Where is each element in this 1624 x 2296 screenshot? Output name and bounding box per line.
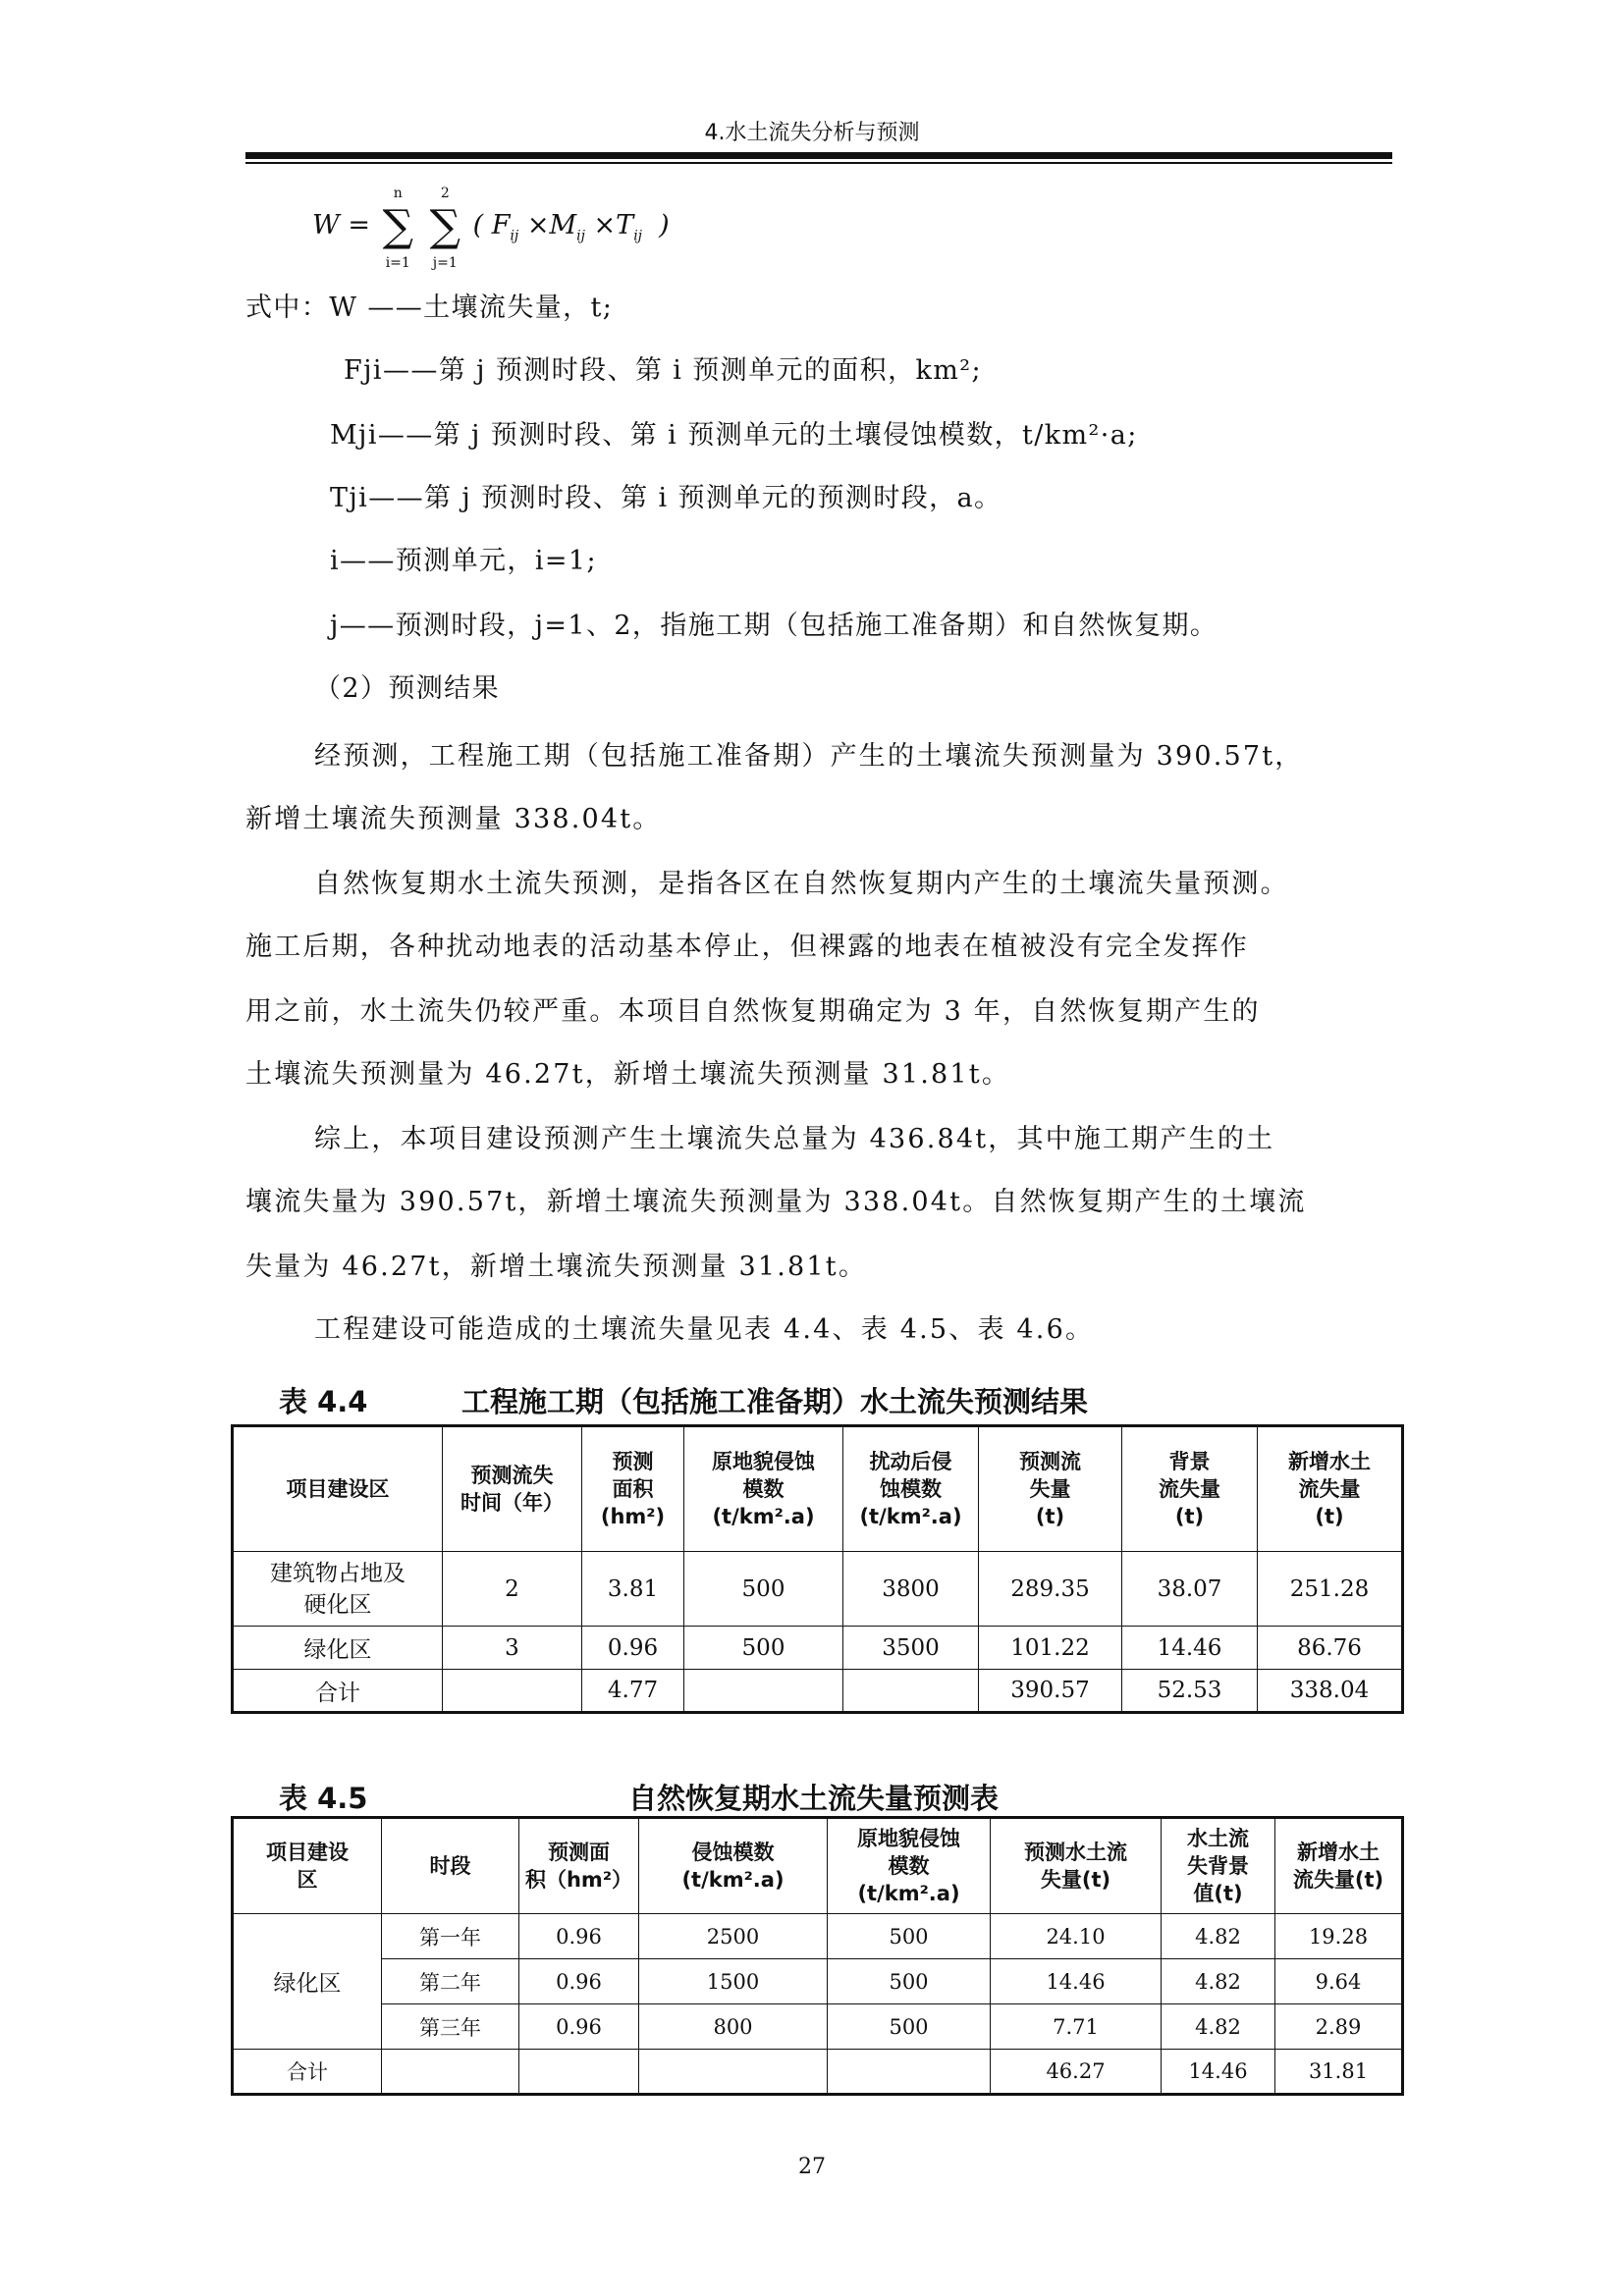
table-cell: 14.46: [1162, 2050, 1275, 2095]
formula-body: ( $F_{ij} \times M_{ij} \times T_{ij}$ ): [472, 210, 670, 244]
table-cell: 500: [828, 1914, 991, 1959]
table-cell: 4.77: [582, 1670, 684, 1713]
table-cell: 9.64: [1275, 1959, 1403, 2004]
table-cell: 31.81: [1275, 2050, 1403, 2095]
table-cell: 500: [684, 1627, 843, 1670]
table-caption-number: 表 4.4: [279, 1385, 368, 1418]
table-cell: 3500: [843, 1627, 979, 1670]
table-4-4: [231, 1424, 1404, 1714]
header-cell: 时段: [382, 1818, 519, 1914]
paragraph-line: 自然恢复期水土流失预测，是指各区在自然恢复期内产生的土壤流失量预测。: [314, 869, 1289, 899]
paragraph-line: 新增土壤流失预测量 338.04t。: [245, 804, 662, 834]
table-cell: 4.82: [1162, 1914, 1275, 1959]
table-row: [233, 1914, 1403, 1959]
table-row: [233, 1670, 1403, 1713]
definition-f: Fji——第 j 预测时段、第 i 预测单元的面积，km²;: [344, 355, 982, 386]
header-cell: 水土流 失背景 值(t): [1162, 1818, 1275, 1914]
header-cell: 项目建设区: [233, 1426, 443, 1552]
header-cell: 扰动后侵 蚀模数 (t/km².a): [843, 1426, 979, 1552]
table-cell: 500: [828, 1959, 991, 2004]
table-cell: 289.35: [979, 1552, 1122, 1627]
table-cell: 3.81: [582, 1552, 684, 1627]
definition-t: Tji——第 j 预测时段、第 i 预测单元的预测时段，a。: [330, 483, 1002, 513]
table-cell: 14.46: [991, 1959, 1162, 2004]
paragraph-line: 经预测，工程施工期（包括施工准备期）产生的土壤流失预测量为 390.57t，: [314, 741, 1304, 772]
table-cell: 101.22: [979, 1627, 1122, 1670]
table-cell: 绿化区: [233, 1627, 443, 1670]
table-cell: 2.89: [1275, 2004, 1403, 2050]
header-cell: 预测水土流 失量(t): [991, 1818, 1162, 1914]
table-cell: 46.27: [991, 2050, 1162, 2095]
table-cell: 86.76: [1258, 1627, 1403, 1670]
definition-i: i——预测单元，i=1;: [330, 546, 597, 576]
header-cell: 背景 流失量 (t): [1122, 1426, 1258, 1552]
table-cell: 52.53: [1122, 1670, 1258, 1713]
table-header-row: [233, 1818, 1403, 1914]
page-number: 27: [798, 2155, 826, 2179]
header-cell: 原地貌侵蚀 模数 (t/km².a): [828, 1818, 991, 1914]
table-header-row: [233, 1426, 1403, 1552]
group-label-cell: 绿化区: [233, 1914, 382, 2050]
header-cell: 新增水土 流失量 (t): [1258, 1426, 1403, 1552]
table-cell: 24.10: [991, 1914, 1162, 1959]
table-cell: 0.96: [519, 2004, 639, 2050]
header-cell: 预测面 积（hm²）: [519, 1818, 639, 1914]
table-cell: 4.82: [1162, 2004, 1275, 2050]
table-cell: [443, 1670, 582, 1713]
paragraph-line: 施工后期，各种扰动地表的活动基本停止，但裸露的地表在植被没有完全发挥作: [245, 932, 1249, 962]
table-cell: [639, 2050, 828, 2095]
definition-j: j——预测时段，j=1、2，指施工期（包括施工准备期）和自然恢复期。: [330, 611, 1218, 641]
section-heading: （2）预测结果: [314, 673, 500, 704]
sum-symbol-inner: ∑ 2 j=1: [429, 186, 460, 271]
table-caption-title: 自然恢复期水土流失量预测表: [628, 1782, 1000, 1815]
table-4-5: [231, 1816, 1404, 2096]
table-cell: 38.07: [1122, 1552, 1258, 1627]
header-cell: 预测 面积 (hm²): [582, 1426, 684, 1552]
table-cell: 1500: [639, 1959, 828, 2004]
table-cell: 0.96: [519, 1914, 639, 1959]
table-cell: [843, 1670, 979, 1713]
definition-w: 式中：W ——土壤流失量，t;: [245, 293, 614, 323]
table-cell: 3: [443, 1627, 582, 1670]
header-cell: 新增水土 流失量(t): [1275, 1818, 1403, 1914]
paragraph-line: 土壤流失预测量为 46.27t，新增土壤流失预测量 31.81t。: [245, 1059, 1011, 1090]
header-rule: [245, 152, 1392, 159]
table-cell: 251.28: [1258, 1552, 1403, 1627]
table-cell: 合计: [233, 1670, 443, 1713]
table-row: [233, 1959, 1403, 2004]
paragraph-line: 工程建设可能造成的土壤流失量见表 4.4、表 4.5、表 4.6。: [314, 1314, 1095, 1345]
table-cell: 14.46: [1122, 1627, 1258, 1670]
paragraph-line: 壤流失量为 390.57t，新增土壤流失预测量为 338.04t。自然恢复期产生的土壤流: [245, 1187, 1307, 1217]
running-header: 4.水土流失分析与预测: [704, 121, 920, 145]
table-caption-title: 工程施工期（包括施工准备期）水土流失预测结果: [461, 1385, 1089, 1418]
table-cell: 4.82: [1162, 1959, 1275, 2004]
paragraph-line: 失量为 46.27t，新增土壤流失预测量 31.81t。: [245, 1252, 868, 1282]
header-cell: 项目建设 区: [233, 1818, 382, 1914]
table-row: [233, 1552, 1403, 1627]
table-caption-number: 表 4.5: [279, 1782, 368, 1815]
table-cell: 338.04: [1258, 1670, 1403, 1713]
table-cell: 19.28: [1275, 1914, 1403, 1959]
table-cell: 0.96: [582, 1627, 684, 1670]
table-cell: 第三年: [382, 2004, 519, 2050]
paragraph-line: 用之前，水土流失仍较严重。本项目自然恢复期确定为 3 年，自然恢复期产生的: [245, 996, 1261, 1027]
table-row: [233, 1627, 1403, 1670]
table-row: [233, 2050, 1403, 2095]
table-cell: 合计: [233, 2050, 382, 2095]
formula: [312, 186, 670, 271]
header-rule-thin: [245, 162, 1392, 164]
table-cell: 500: [684, 1552, 843, 1627]
table-cell: 第一年: [382, 1914, 519, 1959]
header-cell: 预测流失 时间（年）: [443, 1426, 582, 1552]
table-cell: 3800: [843, 1552, 979, 1627]
definition-m: Mji——第 j 预测时段、第 i 预测单元的土壤侵蚀模数，t/km²·a;: [330, 420, 1138, 451]
table-cell: 2500: [639, 1914, 828, 1959]
header-cell: 侵蚀模数 (t/km².a): [639, 1818, 828, 1914]
header-cell: 原地貌侵蚀 模数 (t/km².a): [684, 1426, 843, 1552]
formula-lhs: W =: [312, 210, 370, 240]
table-cell: 500: [828, 2004, 991, 2050]
table-cell: [519, 2050, 639, 2095]
table-cell: 800: [639, 2004, 828, 2050]
table-row: [233, 2004, 1403, 2050]
header-cell: 预测流 失量 (t): [979, 1426, 1122, 1552]
table-cell: [684, 1670, 843, 1713]
table-cell: [828, 2050, 991, 2095]
sum-symbol-outer: ∑ n i=1: [382, 186, 413, 271]
table-cell: 建筑物占地及 硬化区: [233, 1552, 443, 1627]
table-cell: 2: [443, 1552, 582, 1627]
table-cell: [382, 2050, 519, 2095]
paragraph-line: 综上，本项目建设预测产生土壤流失总量为 436.84t，其中施工期产生的土: [314, 1124, 1275, 1154]
table-cell: 7.71: [991, 2004, 1162, 2050]
table-cell: 0.96: [519, 1959, 639, 2004]
table-cell: 第二年: [382, 1959, 519, 2004]
table-cell: 390.57: [979, 1670, 1122, 1713]
